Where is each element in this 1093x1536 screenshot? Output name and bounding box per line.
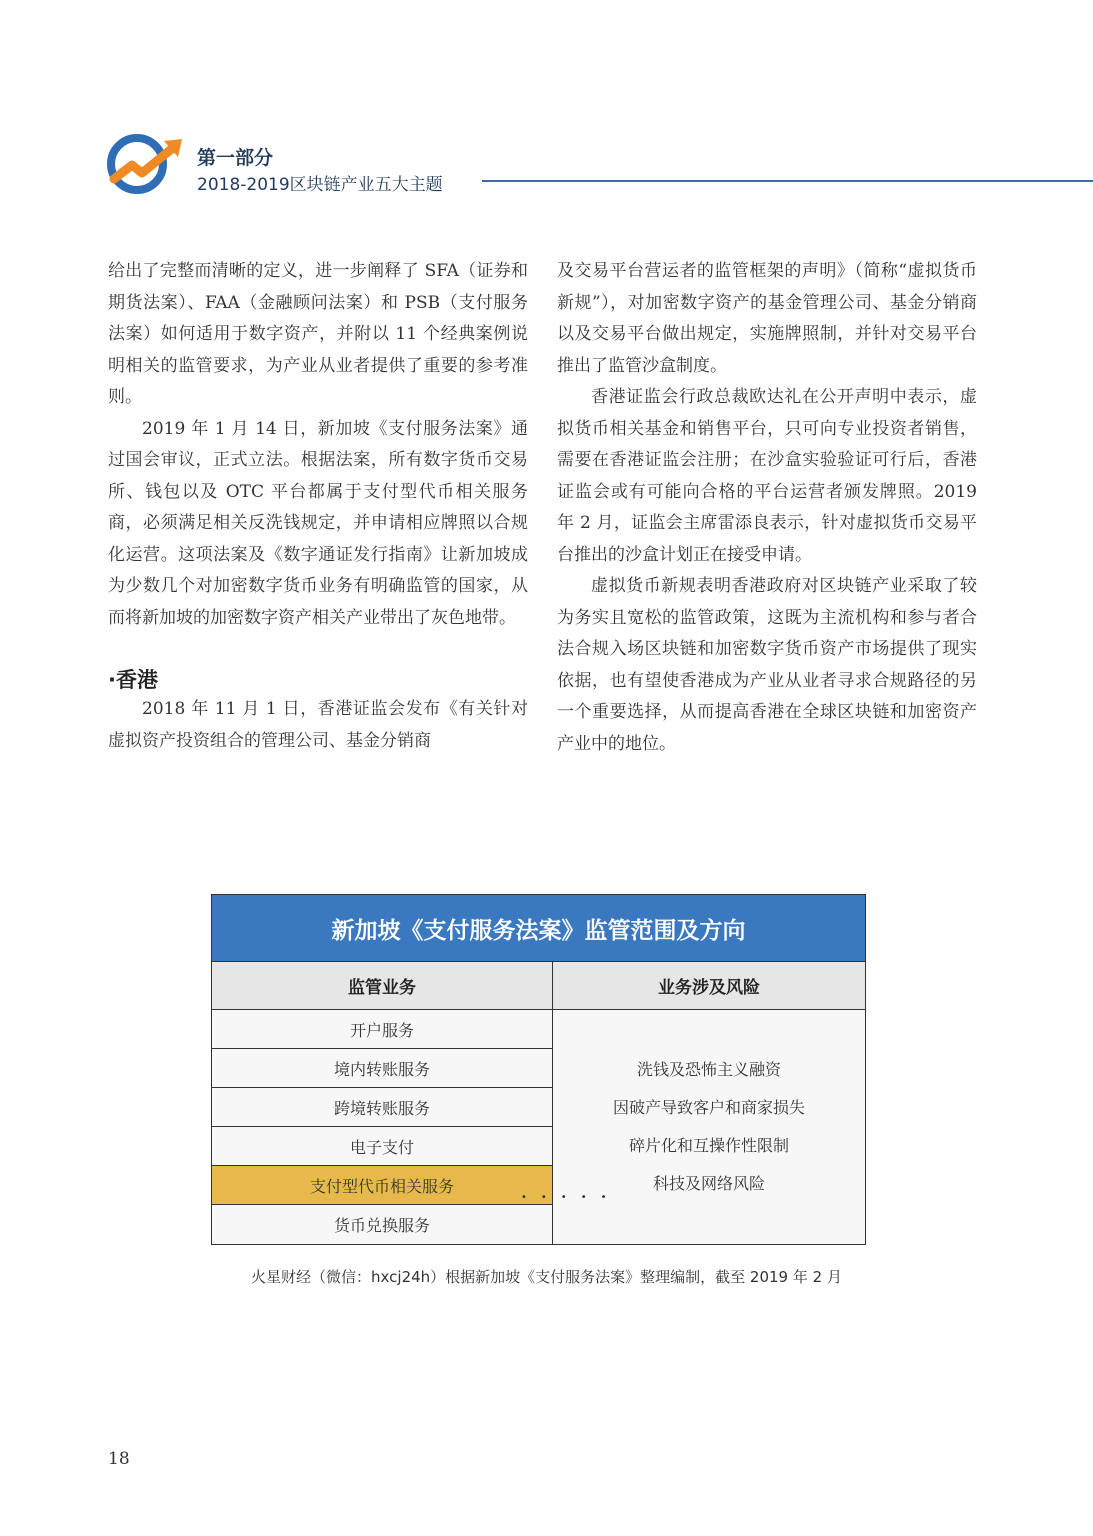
paragraph: 给出了完整而清晰的定义，进一步阐释了 SFA（证券和期货法案）、FAA（金融顾问法案）和 PSB（支付服务法案）如何适用于数字资产，并附以 11 个经典案例说明相关的监管要求，为产业从业者提供了重要的参考准则。 xyxy=(108,261,528,407)
paragraph: 2019 年 1 月 14 日，新加坡《支付服务法案》通过国会审议，正式立法。根据法案，所有数字货币交易所、钱包以及 OTC 平台都属于支付型代币相关服务商，必须满足相关反洗钱规定，并申请相应牌照以合规化运营。这项法案及《数字通证发行指南》让新加坡成为少数几个对加密数字货币业务有明确监管的国家，从而将新加坡的加密数字资产相关产业带出了灰色地带。 xyxy=(108,418,528,628)
risks-column xyxy=(553,1010,865,1244)
paragraph: 虚拟货币新规表明香港政府对区块链产业采取了较为务实且宽松的监管政策，这既为主流机构和参与者合法合规入场区块链和加密数字货币资产市场提供了现实依据，也有望使香港成为产业从业者寻求合规路径的另一个重要选择，从而提高香港在全球区块链和加密资产产业中的地位。 xyxy=(557,576,977,754)
services-column xyxy=(212,1010,621,1244)
emphasis-dots: ••••• xyxy=(521,1192,621,1203)
table-row xyxy=(212,1049,552,1088)
section-heading: ·香港 xyxy=(108,668,158,692)
table-header-row xyxy=(212,962,865,1010)
table-row xyxy=(212,1010,552,1049)
service-label: 电子支付 xyxy=(349,1137,414,1157)
service-label: 支付型代币相关服务 xyxy=(309,1176,454,1196)
table-title: 新加坡《支付服务法案》监管范围及方向 xyxy=(212,895,865,962)
risk-item: 因破产导致客户和商家损失 xyxy=(612,1098,805,1117)
table-row xyxy=(212,1127,552,1166)
table-row xyxy=(212,1205,552,1244)
table-row-highlighted xyxy=(212,1166,621,1205)
header-divider xyxy=(482,180,1093,182)
right-column xyxy=(557,256,977,760)
logo-icon xyxy=(104,131,184,197)
page-number: 18 xyxy=(108,1449,130,1469)
table-row xyxy=(212,1088,552,1127)
paragraph: 2018 年 11 月 1 日，香港证监会发布《有关针对虚拟资产投资组合的管理公司、基金分销商 xyxy=(108,699,528,751)
column-header-risk: 业务涉及风险 xyxy=(658,978,760,998)
regulation-table xyxy=(211,894,866,1245)
paragraph: 及交易平台营运者的监管框架的声明》（简称“虚拟货币新规”），对加密数字资产的基金管理公司、基金分销商以及交易平台做出规定，实施牌照制，并针对交易平台推出了监管沙盒制度。 xyxy=(557,261,977,376)
service-label: 境内转账服务 xyxy=(333,1059,430,1079)
risk-item: 科技及网络风险 xyxy=(652,1174,765,1193)
risk-item: 洗钱及恐怖主义融资 xyxy=(636,1060,781,1079)
left-column xyxy=(108,256,528,757)
paragraph: 香港证监会行政总裁欧达礼在公开声明中表示，虚拟货币相关基金和销售平台，只可向专业投资者销售，需要在香港证监会注册；在沙盒实验验证可行后，香港证监会或有可能向合格的平台运营者颁发牌照。2019 年 2 月，证监会主席雷添良表示，针对虚拟货币交易平台推出的沙盒计划正在接受申请。 xyxy=(557,387,977,565)
service-label: 开户服务 xyxy=(349,1020,414,1040)
section-subtitle: 2018-2019区块链产业五大主题 xyxy=(197,175,443,195)
service-label: 跨境转账服务 xyxy=(333,1098,430,1118)
table-caption: 火星财经（微信：hxcj24h）根据新加坡《支付服务法案》整理编制，截至 2019 年 2 月 xyxy=(251,1268,842,1286)
risk-item: 碎片化和互操作性限制 xyxy=(628,1136,789,1155)
column-header-business: 监管业务 xyxy=(212,962,553,1009)
service-label: 货币兑换服务 xyxy=(333,1216,430,1235)
section-label: 第一部分 xyxy=(197,147,274,169)
